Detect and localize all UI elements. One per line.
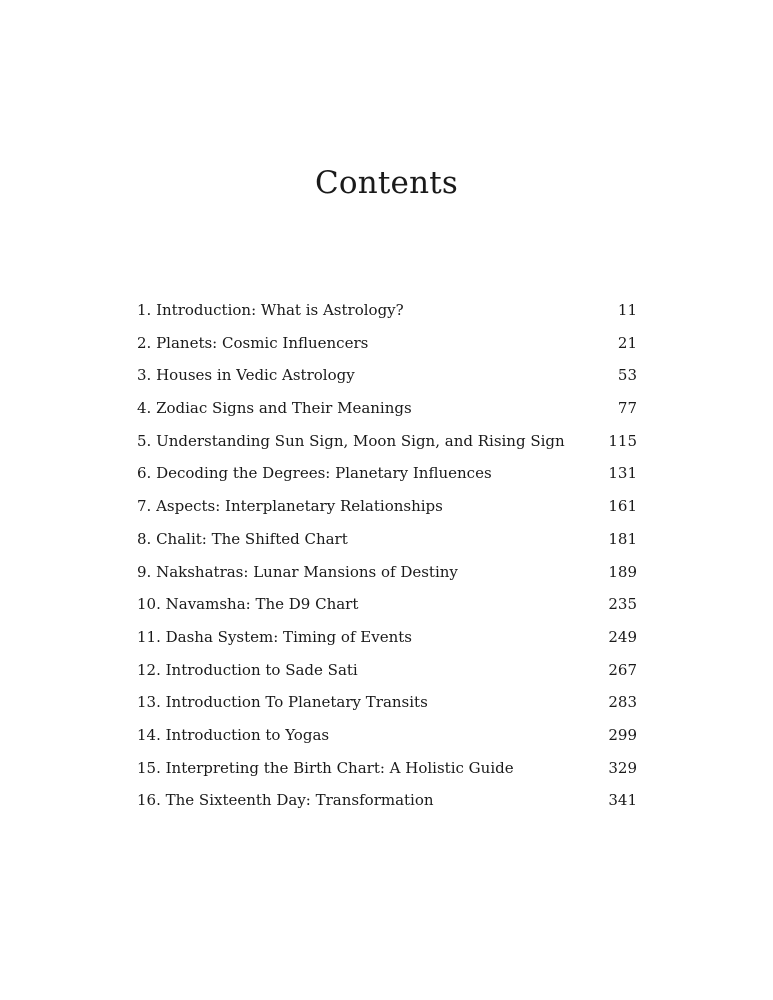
- toc-entry-page: 299: [608, 725, 637, 744]
- toc-entry[interactable]: [137, 294, 637, 327]
- table-of-contents: [137, 294, 637, 817]
- toc-entry[interactable]: [137, 686, 637, 719]
- toc-entry-label: 15. Interpreting the Birth Chart: A Holistic Guide: [137, 758, 514, 777]
- toc-entry[interactable]: [137, 784, 637, 817]
- toc-entry-page: 53: [617, 366, 637, 385]
- toc-entry[interactable]: [137, 719, 637, 752]
- toc-entry-label: 11. Dasha System: Timing of Events: [137, 627, 412, 646]
- toc-entry-page: 189: [608, 562, 637, 581]
- toc-entry-label: 2. Planets: Cosmic Influencers: [137, 333, 369, 352]
- toc-entry[interactable]: [137, 425, 637, 458]
- toc-entry-label: 16. The Sixteenth Day: Transformation: [137, 791, 434, 810]
- toc-entry-page: 235: [608, 595, 637, 614]
- toc-entry[interactable]: [137, 392, 637, 425]
- toc-entry-label: 1. Introduction: What is Astrology?: [137, 301, 404, 319]
- toc-entry-page: 329: [608, 758, 637, 777]
- toc-entry[interactable]: [137, 359, 637, 392]
- toc-entry-page: 161: [608, 497, 637, 516]
- toc-entry[interactable]: [137, 654, 637, 687]
- toc-entry-label: 9. Nakshatras: Lunar Mansions of Destiny: [137, 562, 458, 581]
- toc-entry-page: 77: [617, 399, 637, 418]
- toc-entry-label: 12. Introduction to Sade Sati: [137, 660, 358, 679]
- toc-entry-label: 8. Chalit: The Shifted Chart: [137, 529, 348, 548]
- toc-entry[interactable]: [137, 457, 637, 490]
- toc-entry[interactable]: [137, 523, 637, 556]
- toc-entry[interactable]: [137, 556, 637, 589]
- toc-entry[interactable]: [137, 752, 637, 785]
- toc-entry[interactable]: [137, 621, 637, 654]
- toc-entry-page: 181: [608, 529, 637, 548]
- toc-entry-page: 11: [617, 301, 637, 319]
- toc-entry-page: 115: [608, 431, 637, 450]
- toc-entry-label: 5. Understanding Sun Sign, Moon Sign, and Rising Sign: [137, 431, 565, 450]
- toc-entry-label: 7. Aspects: Interplanetary Relationships: [137, 497, 443, 516]
- toc-entry-label: 3. Houses in Vedic Astrology: [137, 366, 355, 385]
- toc-entry-label: 10. Navamsha: The D9 Chart: [137, 595, 359, 614]
- toc-entry[interactable]: [137, 588, 637, 621]
- toc-entry-page: 341: [608, 791, 637, 810]
- toc-entry-page: 283: [608, 693, 637, 712]
- toc-entry[interactable]: [137, 327, 637, 360]
- toc-entry-label: 14. Introduction to Yogas: [137, 725, 330, 744]
- toc-entry-page: 21: [617, 333, 637, 352]
- toc-entry-label: 13. Introduction To Planetary Transits: [137, 693, 428, 712]
- toc-entry-label: 6. Decoding the Degrees: Planetary Influences: [137, 464, 492, 483]
- toc-entry-page: 267: [608, 660, 637, 679]
- toc-entry-label: 4. Zodiac Signs and Their Meanings: [137, 399, 412, 418]
- toc-entry[interactable]: [137, 490, 637, 523]
- page-title: Contents: [314, 165, 459, 201]
- toc-entry-page: 131: [608, 464, 637, 483]
- toc-entry-page: 249: [608, 627, 637, 646]
